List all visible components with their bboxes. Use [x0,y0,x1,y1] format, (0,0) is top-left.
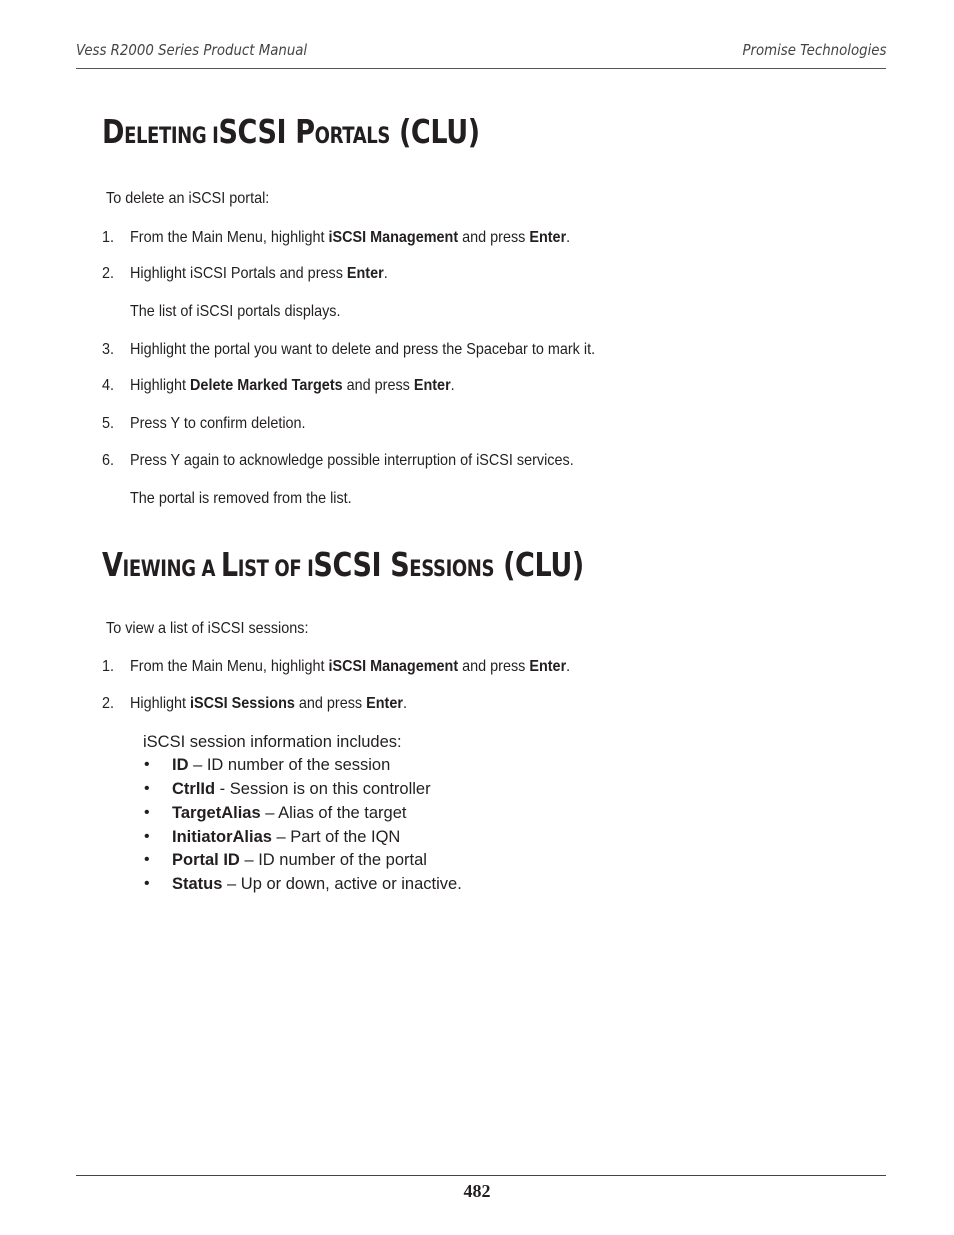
page-number: 482 [463,1181,491,1201]
running-header [76,40,886,69]
step-number: 2. [102,265,115,282]
section1-note-removed: The portal is removed from the list. [130,490,352,507]
section1-step-6: Press Y again to acknowledge possible interruption of iSCSI services. [130,452,574,469]
list-item: Portal ID – ID number of the portal [172,851,427,869]
step-number: 3. [102,341,115,358]
section-title-deleting-portals: DELETING ISCSI PORTALS (CLU) [102,112,480,151]
step-number: 4. [102,377,115,394]
section1-step-2: Highlight iSCSI Portals and press Enter. [130,265,388,282]
step-number: 2. [102,695,115,712]
section-title-viewing-sessions: VIEWING A LIST OF ISCSI SESSIONS (CLU) [102,545,584,584]
section1-step-4: Highlight Delete Marked Targets and press Enter. [130,377,455,394]
section2-step-1: From the Main Menu, highlight iSCSI Management and press Enter. [130,658,571,675]
section1-step-3: Highlight the portal you want to delete and press the Spacebar to mark it. [130,341,596,358]
list-item: InitiatorAlias – Part of the IQN [172,828,401,846]
session-info-intro: iSCSI session information includes: [143,733,402,751]
header-manual-title: Vess R2000 Series Product Manual [76,41,308,59]
section1-note-list-displays: The list of iSCSI portals displays. [130,303,341,320]
section2-step-2: Highlight iSCSI Sessions and press Enter. [130,695,407,712]
list-item: TargetAlias – Alias of the target [172,804,407,822]
step-number: 1. [102,229,115,246]
bullet-icon: • [144,851,150,868]
header-company: Promise Technologies [742,41,886,59]
section2-intro: To view a list of iSCSI sessions: [106,620,309,637]
step-number: 1. [102,658,115,675]
bullet-icon: • [144,780,150,797]
section1-intro: To delete an iSCSI portal: [106,190,270,207]
bullet-icon: • [144,756,150,773]
bullet-icon: • [144,828,150,845]
list-item: CtrlId - Session is on this controller [172,780,431,798]
section1-step-1: From the Main Menu, highlight iSCSI Management and press Enter. [130,229,571,246]
list-item: Status – Up or down, active or inactive. [172,875,462,893]
section1-step-5: Press Y to confirm deletion. [130,415,306,432]
bullet-icon: • [144,875,150,892]
step-number: 5. [102,415,115,432]
list-item: ID – ID number of the session [172,756,391,774]
step-number: 6. [102,452,115,469]
footer-rule [76,1175,886,1176]
bullet-icon: • [144,804,150,821]
